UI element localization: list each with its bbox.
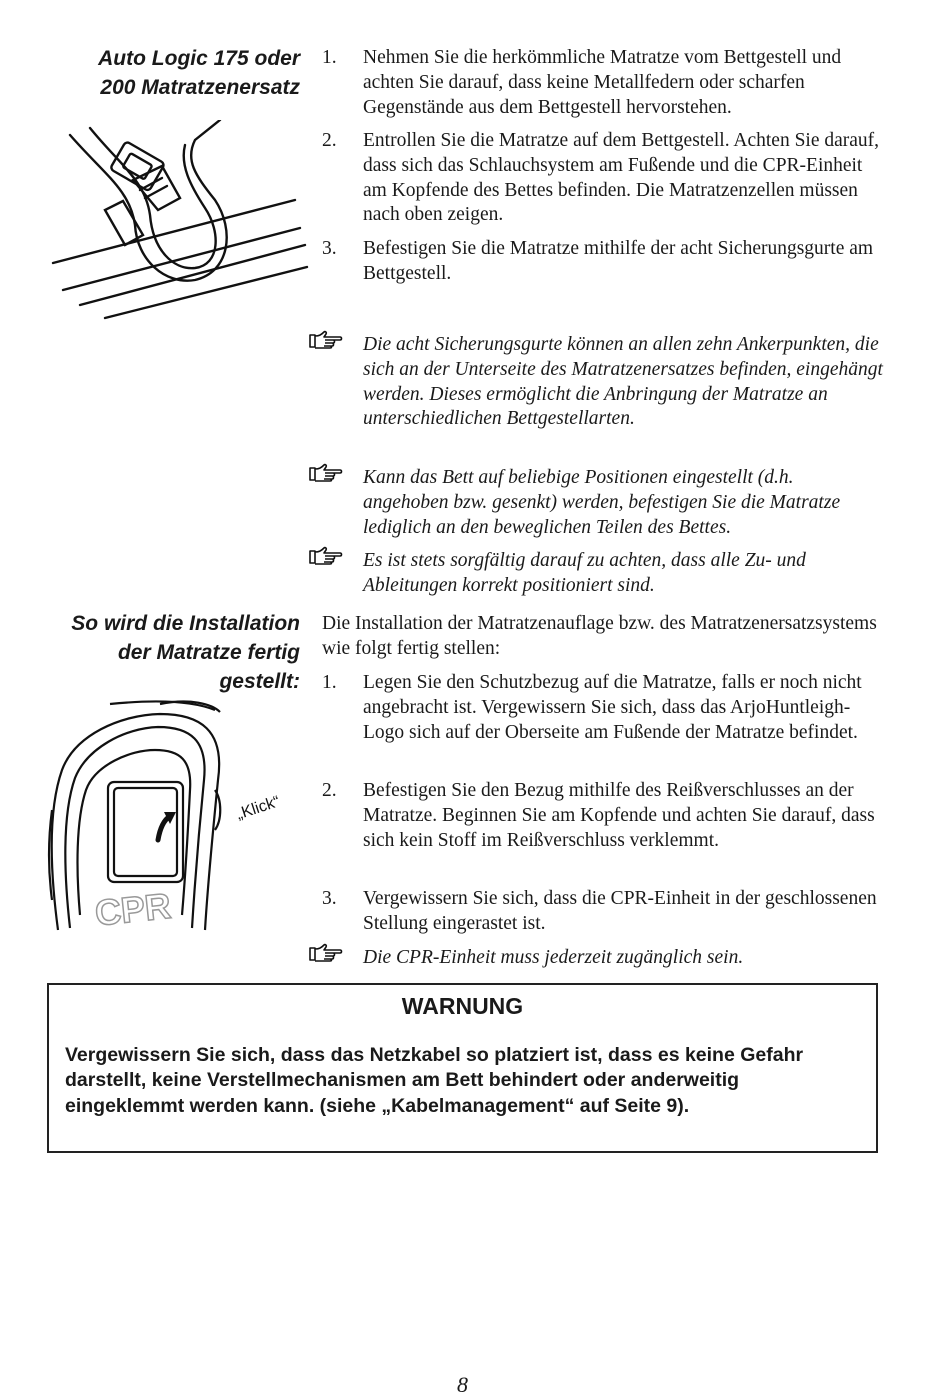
- note-text: Die acht Sicherungsgurte können an allen zehn Ankerpunkten, die sich an der Unterseite des Matratzenersatzes befinden, eingehängt werden. Dieses ermöglicht die Anbringung der Matratze an unterschiedlichen Bettgestellarten.: [363, 334, 883, 430]
- warning-title: WARNUNG: [401, 993, 524, 1019]
- step-text: Entrollen Sie die Matratze auf dem Bettgestell. Achten Sie darauf, dass sich das Schlauchsystem am Fußende und die CPR-Einheit am Kopfende des Bettes befinden. Die Matratzenzellen müssen nach oben zeigen.: [363, 130, 880, 226]
- heading-line: der Matratze fertig: [117, 641, 300, 664]
- heading-line: So wird die Installation: [71, 612, 300, 635]
- click-label: „Klick“: [234, 793, 282, 824]
- finish-step-2: [322, 779, 882, 853]
- pointing-hand-icon: [308, 462, 344, 484]
- install-step-1: [322, 46, 882, 120]
- step-text: Befestigen Sie den Bezug mithilfe des Reißverschlusses an der Matratze. Beginnen Sie am Kopfende und achten Sie darauf, dass sich kein Stoff im Reißverschluss verklemmt.: [363, 780, 875, 851]
- step-text: Nehmen Sie die herkömmliche Matratze vom Bettgestell und achten Sie darauf, dass keine Metallfedern oder scharfen Gegenstände aus dem Bettgestell hervorstehen.: [363, 47, 842, 118]
- step-text: Befestigen Sie die Matratze mithilfe der acht Sicherungsgurte am Bettgestell.: [363, 238, 874, 284]
- heading-line: 200 Matratzenersatz: [100, 76, 300, 99]
- note-anchor-points: [308, 333, 883, 432]
- step-number: 1.: [322, 672, 337, 693]
- strap-buckle-illustration: [45, 120, 310, 325]
- note-text: Die CPR-Einheit muss jederzeit zugänglich sein.: [363, 947, 744, 968]
- pointing-hand-icon: [308, 545, 344, 567]
- cpr-label: CPR: [92, 884, 173, 934]
- note-text: Kann das Bett auf beliebige Positionen eingestellt (d.h. angehoben bzw. gesenkt) werden, befestigen Sie die Matratze lediglich an den beweglichen Teilen des Bettes.: [363, 467, 841, 538]
- note-text: Es ist stets sorgfältig darauf zu achten, dass alle Zu- und Ableitungen korrekt positioniert sind.: [363, 550, 806, 596]
- section-heading-mattress-replacement: [30, 44, 300, 102]
- step-text: Vergewissern Sie sich, dass die CPR-Einheit in der geschlossenen Stellung eingerastet ist.: [363, 888, 877, 934]
- pointing-hand-icon: [308, 942, 344, 964]
- step-number: 2.: [322, 130, 337, 151]
- step-number: 1.: [322, 47, 337, 68]
- install-step-2: [322, 129, 882, 228]
- install-step-3: [322, 237, 882, 287]
- section-heading-finish-installation: [30, 609, 300, 696]
- step-text: Legen Sie den Schutzbezug auf die Matratze, falls er noch nicht angebracht ist. Vergewissern Sie sich, dass das ArjoHuntleigh-Logo sich auf der Oberseite am Fußende der Matratze befindet.: [363, 672, 862, 743]
- heading-line: Auto Logic 175 oder: [98, 47, 300, 70]
- page-number: 8: [457, 1372, 468, 1397]
- heading-line: gestellt:: [219, 670, 300, 693]
- note-cpr-accessible: [308, 946, 883, 971]
- cpr-unit-illustration: [40, 700, 300, 935]
- step-number: 2.: [322, 780, 337, 801]
- note-lines-positioned: [308, 549, 883, 599]
- finish-step-1: [322, 671, 882, 745]
- finish-step-3: [322, 887, 882, 937]
- warning-box: [47, 983, 878, 1153]
- warning-text: Vergewissern Sie sich, dass das Netzkabel so platziert ist, dass es keine Gefahr darstellt, keine Verstellmechanismen am Bett behindert oder anderweitig eingeklemmt werden kann. (siehe „Kabelmanagement“ auf Seite 9).: [65, 1044, 804, 1117]
- pointing-hand-icon: [308, 329, 344, 351]
- step-number: 3.: [322, 238, 337, 259]
- note-movable-parts: [308, 466, 883, 540]
- step-number: 3.: [322, 888, 337, 909]
- finish-intro: Die Installation der Matratzenauflage bzw. des Matratzenersatzsystems wie folgt fertig stellen:: [322, 613, 877, 659]
